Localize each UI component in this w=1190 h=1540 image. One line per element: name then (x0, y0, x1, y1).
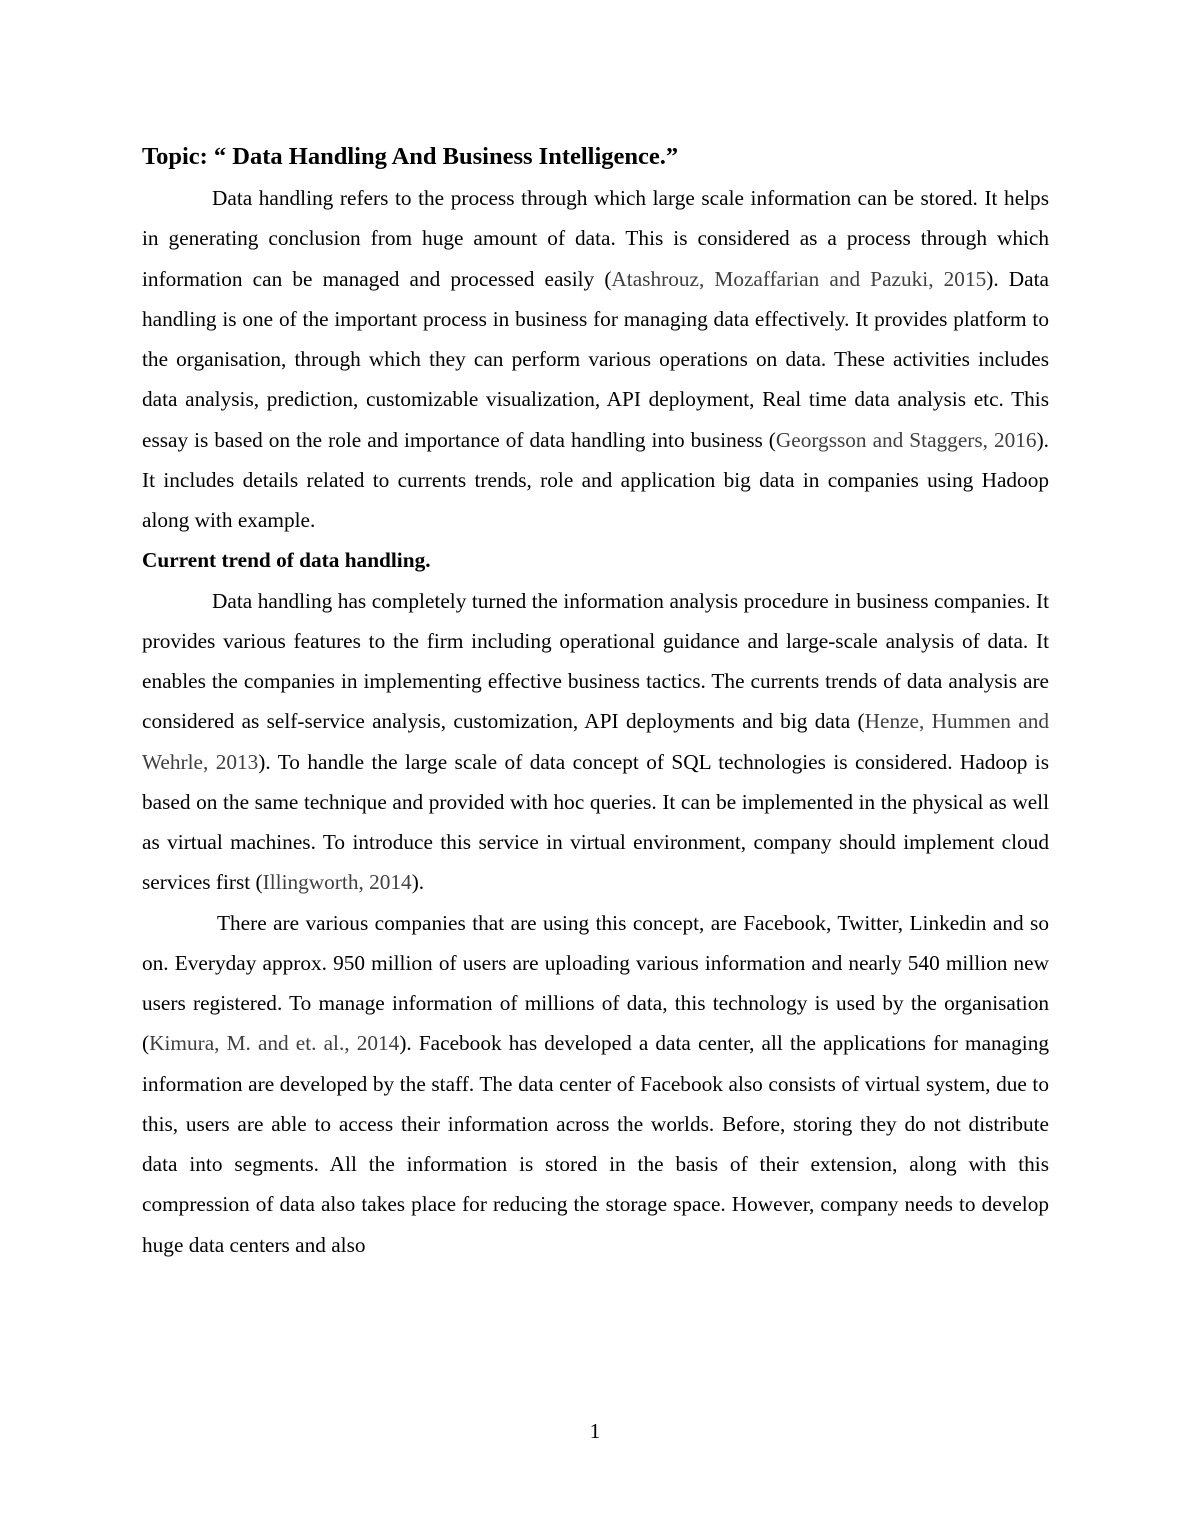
paragraph-text: ). Facebook has developed a data center, all the applications for managing information are developed by the staff. The data center of Facebook also consists of virtual system, due to this, users are able to access their information across the worlds. Before, storing they do not distribute data into segments. All the information is stored in the basis of their extension, along with this compression of data also takes place for reducing the storage space. However, company needs to develop huge data centers and also (142, 1031, 1049, 1257)
citation: Henze, Hummen and Wehrle, 2013 (142, 709, 1049, 774)
paragraph-text: ). To handle the large scale of data concept of SQL technologies is considered. Hadoop is based on the same technique and provided with hoc queries. It can be implemented in the physical as well as virtual machines. To introduce this service in virtual environment, company should implement cloud services first ( (142, 749, 1049, 895)
citation: Atashrouz, Mozaffarian and Pazuki, 2015 (611, 266, 987, 291)
paragraph-text: ). It includes details related to currents trends, role and application big data in companies using Hadoop along with example. (142, 427, 1049, 532)
citation: Illingworth, 2014 (262, 870, 412, 895)
citation: Kimura, M. and et. al., 2014 (149, 1031, 400, 1056)
paragraph-text: Data handling has completely turned the information analysis procedure in business companies. It provides various features to the firm including operational guidance and large-scale analysis of data. It enables the companies in implementing effective business tactics. The currents trends of data analysis are considered as self-service analysis, customization, API deployments and big data ( (142, 588, 1049, 734)
page-number: 1 (589, 1419, 601, 1443)
paragraph-companies (142, 903, 1049, 1265)
paragraph-text: ). Data handling is one of the important process in business for managing data effectively. It provides platform to the organisation, through which they can perform various operations on data. These activities includes data analysis, prediction, customizable visualization, API deployment, Real time data analysis etc. This essay is based on the role and importance of data handling into business ( (142, 266, 1049, 452)
document-title: Topic: “ Data Handling And Business Intelligence.” (142, 143, 679, 170)
paragraph-trends (142, 581, 1049, 903)
section-heading: Current trend of data handling. (142, 548, 431, 573)
paragraph-text: Data handling refers to the process through which large scale information can be stored. It helps in generating conclusion from huge amount of data. This is considered as a process through which information can be managed and processed easily ( (142, 186, 1049, 291)
paragraph-text: There are various companies that are using this concept, are Facebook, Twitter, Linkedin and so on. Everyday approx. 950 million of users are uploading various information and nearly 540 million new users registered. To manage information of millions of data, this technology is used by the organisation ( (142, 910, 1049, 1056)
paragraph-text: ). (411, 870, 425, 895)
paragraph-intro (142, 178, 1049, 540)
citation: Georgsson and Staggers, 2016 (775, 427, 1037, 452)
document-page (142, 138, 1049, 1265)
